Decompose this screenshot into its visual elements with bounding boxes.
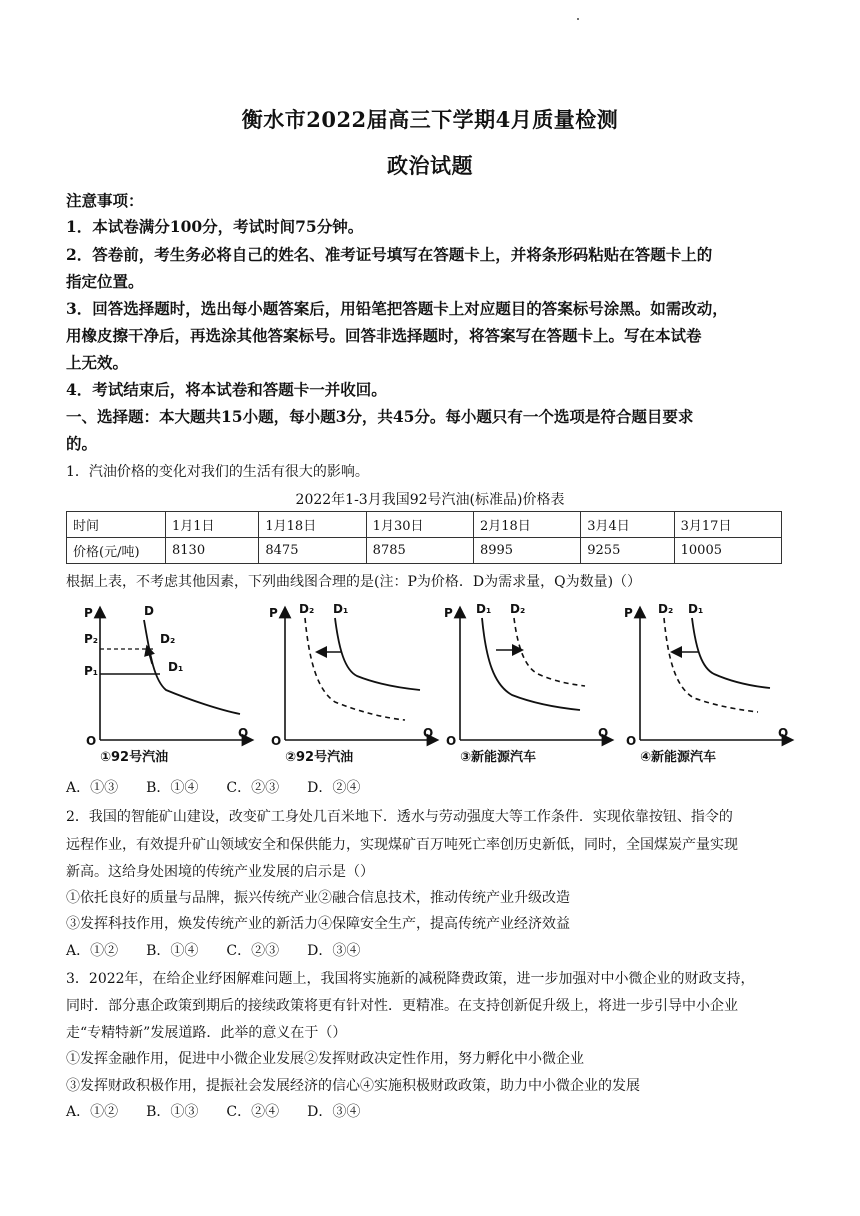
scan-dot <box>577 18 579 20</box>
note-line: 指定位置。 <box>66 272 144 291</box>
graph-axis-q: Q <box>423 726 434 740</box>
graph-curve-label: D <box>144 604 154 618</box>
table-cell: 价格(元/吨) <box>67 538 166 564</box>
table-cell: 8475 <box>259 538 366 564</box>
note-line: 3．回答选择题时，选出每小题答案后，用铅笔把答题卡上对应题目的答案标号涂黑。如需改动， <box>66 299 728 318</box>
q1-options: A．①③ B．①④ C．②③ D．②④ <box>66 780 361 796</box>
graph-axis-p: P <box>269 606 278 620</box>
table-cell: 10005 <box>674 538 781 564</box>
graph-curve-label: D₁ <box>168 660 184 674</box>
table-row <box>67 512 782 538</box>
page-subtitle: 政治试题 <box>387 153 473 178</box>
graph-curve-label: D₁ <box>333 602 349 616</box>
table-cell: 3月17日 <box>674 512 781 538</box>
table-cell: 1月30日 <box>366 512 473 538</box>
demand-graph-4 <box>620 600 800 770</box>
q2-line: 2．我国的智能矿山建设，改变矿工身处几百米地下．透水与劳动强度大等工作条件．实现依靠按钮、指令的 <box>66 809 733 825</box>
table-cell: 3月4日 <box>581 512 674 538</box>
graph-caption: ②92号汽油 <box>285 750 354 765</box>
graph-origin: O <box>271 734 282 748</box>
note-line: 2．答卷前，考生务必将自己的姓名、准考证号填写在答题卡上，并将条形码粘贴在答题卡上的 <box>66 245 713 264</box>
page-title: 衡水市2022届高三下学期4月质量检测 <box>241 107 619 132</box>
graph-origin: O <box>86 734 97 748</box>
table-cell: 9255 <box>581 538 674 564</box>
q3-line: 3．2022年，在给企业纾困解难问题上，我国将实施新的减税降费政策，进一步加强对中小微企业的财政支持， <box>66 971 755 987</box>
table-cell: 1月1日 <box>166 512 259 538</box>
price-table-title: 2022年1-3月我国92号汽油(标准品)价格表 <box>295 492 565 508</box>
q3-line: 同时．部分惠企政策到期后的接续政策将更有针对性．更精准。在支持创新促升级上，将进一步引导中小企业 <box>66 998 738 1014</box>
graph-curve-label: D₂ <box>160 632 176 646</box>
graph-axis-p: P <box>84 606 93 620</box>
q2-line: 远程作业，有效提升矿山领域安全和保供能力，实现煤矿百万吨死亡率创历史新低，同时，全国煤炭产量实现 <box>66 837 738 853</box>
graph-curve-label: D₁ <box>688 602 704 616</box>
graph-caption: ①92号汽油 <box>100 750 169 765</box>
q2-options: A．①② B．①④ C．②③ D．③④ <box>66 943 361 959</box>
graph-curve-label: D₂ <box>299 602 315 616</box>
demand-graph-1 <box>80 600 260 770</box>
q3-options: A．①② B．①③ C．②④ D．③④ <box>66 1104 361 1120</box>
note-line: 1．本试卷满分100分，考试时间75分钟。 <box>66 217 364 236</box>
q2-line: ③发挥科技作用，焕发传统产业的新活力④保障安全生产，提高传统产业经济效益 <box>66 916 570 932</box>
table-row <box>67 538 782 564</box>
table-cell: 8785 <box>366 538 473 564</box>
q1-question: 根据上表，不考虑其他因素，下列曲线图合理的是(注：P为价格．D为需求量，Q为数量)（） <box>66 574 642 590</box>
section-heading-cont: 的。 <box>66 434 98 453</box>
q3-line: 走“专精特新”发展道路．此举的意义在于（） <box>66 1025 347 1041</box>
graph-price-label: P₂ <box>84 632 99 646</box>
graph-caption: ③新能源汽车 <box>460 750 537 765</box>
table-cell: 时间 <box>67 512 166 538</box>
graph-axis-p: P <box>444 606 453 620</box>
graph-caption: ④新能源汽车 <box>640 750 717 765</box>
notes-heading: 注意事项： <box>66 191 144 210</box>
graph-curve-label: D₂ <box>658 602 674 616</box>
table-cell: 8995 <box>473 538 580 564</box>
note-line: 上无效。 <box>66 353 129 372</box>
note-line: 用橡皮擦干净后，再选涂其他答案标号。回答非选择题时，将答案写在答题卡上。写在本试卷 <box>66 326 702 345</box>
q2-line: ①依托良好的质量与品牌，振兴传统产业②融合信息技术，推动传统产业升级改造 <box>66 890 570 906</box>
table-cell: 1月18日 <box>259 512 366 538</box>
demand-graph-3 <box>440 600 620 770</box>
graph-origin: O <box>626 734 637 748</box>
q3-line: ③发挥财政积极作用，提振社会发展经济的信心④实施积极财政政策，助力中小微企业的发展 <box>66 1078 640 1094</box>
graph-axis-q: Q <box>778 726 789 740</box>
demand-graph-2 <box>265 600 445 770</box>
q2-line: 新高。这给身处困境的传统产业发展的启示是（） <box>66 864 374 880</box>
table-cell: 8130 <box>166 538 259 564</box>
note-line: 4．考试结束后，将本试卷和答题卡一并收回。 <box>66 380 387 399</box>
graph-curve-label: D₁ <box>476 602 492 616</box>
graph-axis-p: P <box>624 606 633 620</box>
q1-stem: 1．汽油价格的变化对我们的生活有很大的影响。 <box>66 464 369 480</box>
graph-curve-label: D₂ <box>510 602 526 616</box>
price-table <box>66 511 782 564</box>
section-heading: 一、选择题：本大题共15小题，每小题3分，共45分。每小题只有一个选项是符合题目要求 <box>66 407 694 426</box>
graph-axis-q: Q <box>238 726 249 740</box>
q3-line: ①发挥金融作用，促进中小微企业发展②发挥财政决定性作用，努力孵化中小微企业 <box>66 1051 584 1067</box>
graph-axis-q: Q <box>598 726 609 740</box>
table-cell: 2月18日 <box>473 512 580 538</box>
graph-price-label: P₁ <box>84 664 99 678</box>
graph-origin: O <box>446 734 457 748</box>
